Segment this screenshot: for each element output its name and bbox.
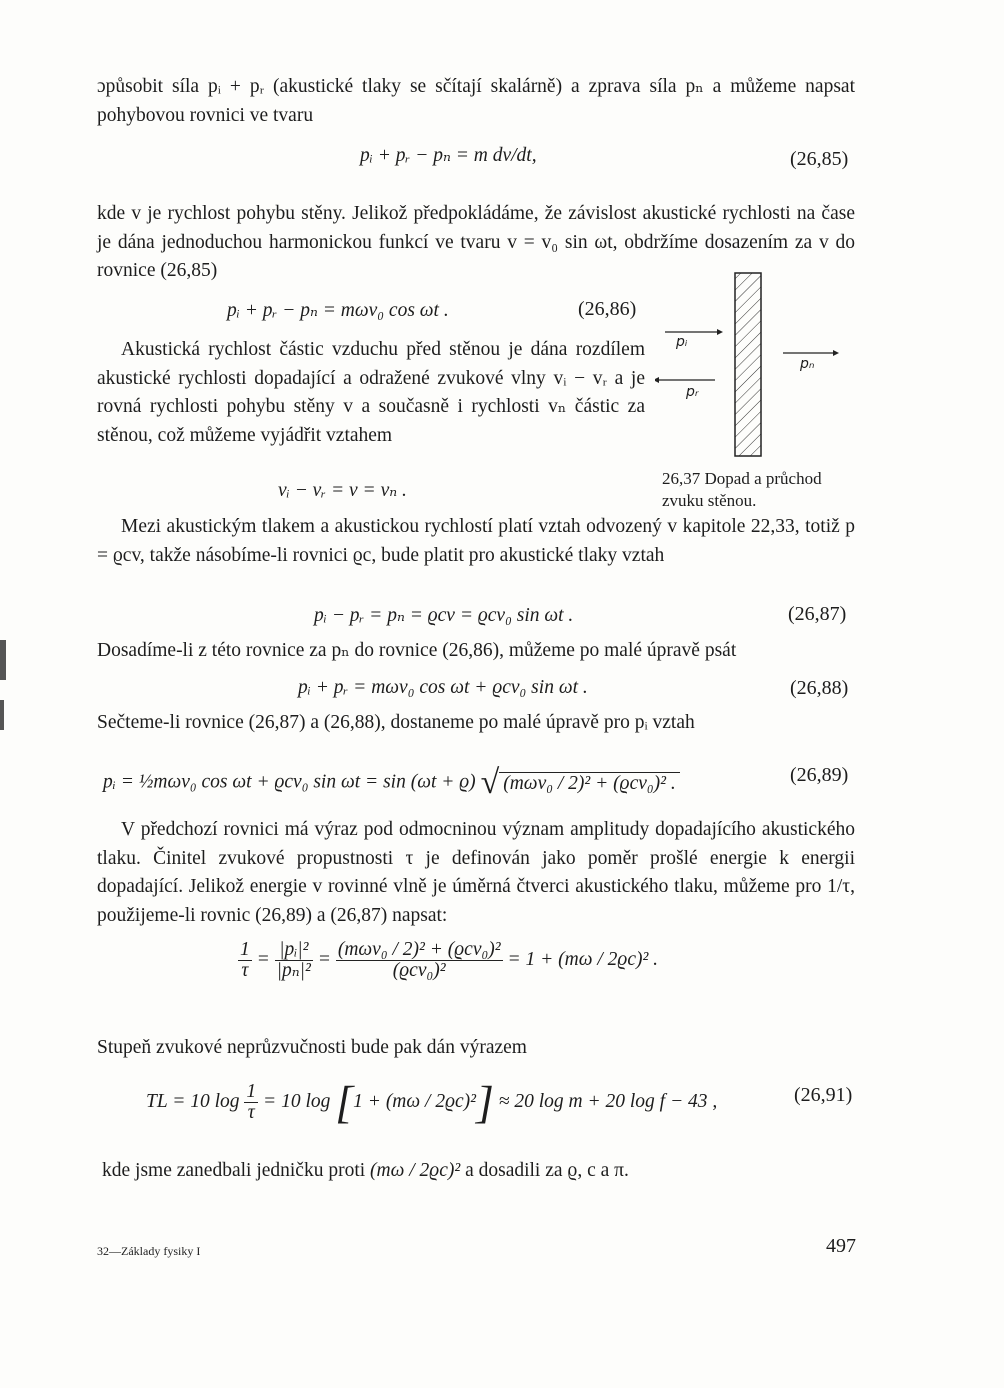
left-bracket: [ [335,1076,354,1128]
fraction-numerator: |pᵢ|² [275,940,313,961]
equation-number-26-86: (26,86) [578,298,637,320]
figure-wall-diagram [655,268,855,468]
equation-26-91-inner: 1 + (mω / 2ϱc)² [353,1090,476,1112]
figure-caption-text: Dopad a průchod zvuku stěnou. [662,469,822,510]
sqrt-symbol: √ [480,764,500,801]
figure-caption [662,468,862,512]
paragraph-transmission-loss: Stupeň zvukové neprůzvučnosti bude pak dán výrazem [97,1037,527,1058]
label-pi: pᵢ [676,334,688,350]
paragraph-neglect [102,1160,629,1182]
equation-26-87: pᵢ − pᵣ = pₙ = ϱcv = ϱcv₀ sin ωt . [314,605,574,626]
fraction-denominator: τ [247,1102,255,1123]
figure-caption-number: 26,37 [662,469,701,488]
fraction-numerator: 1 [240,939,250,960]
paragraph-neglect-a: kde jsme zanedbali jedničku proti [102,1160,366,1181]
scan-edge-mark [0,640,6,680]
equation-26-91-mid: = 10 log [263,1090,331,1112]
arrow-incident-head [717,329,723,335]
scan-edge-mark [0,700,4,730]
paragraph-substitute: Dosadíme-li z této rovnice za pₙ do rovnice (26,86), můžeme po malé úpravě psát [97,640,737,661]
fraction-denominator: |pₙ|² [276,960,311,981]
fraction-energy-ratio [336,940,503,981]
paragraph-transmission: V předchozí rovnici má výraz pod odmocninou význam amplitudy dopadajícího akustického tlaku. Činitel zvukové propustnosti τ je definován jako poměr prošlé energie k energii dopadající. Jelikož energie v rovinné vlně je úměrná čtverci akustického tlaku, můžeme pro 1/τ, použijeme-li rovnic (26,89) a (26,87) napsat: [97,819,855,926]
equation-number-26-85: (26,85) [790,148,849,170]
right-bracket: ] [475,1076,494,1128]
fraction-numerator: (mωv₀ / 2)² + (ϱcv₀)² [337,939,501,960]
equation-26-89-sqrt: (mωv₀ / 2)² + (ϱcv₀)² . [499,772,680,795]
equation-26-90-rhs: = 1 + (mω / 2ϱc)² . [507,948,659,970]
equation-26-85: pᵢ + pᵣ − pₙ = m dv/dt, [360,145,537,166]
label-pr: pᵣ [686,384,699,400]
label-pn: pₙ [800,356,815,372]
arrow-reflected-head [655,377,659,383]
arrow-transmitted-head [833,350,839,356]
fraction-denominator: τ [241,960,249,981]
equation-number-26-88: (26,88) [790,677,849,699]
paragraph-sum: Sečteme-li rovnice (26,87) a (26,88), dostaneme po malé úpravě pro pᵢ vztah [97,712,695,733]
footer-book-title: 32—Základy fysiky I [97,1244,201,1258]
equation-26-91-right: ≈ 20 log m + 20 log f − 43 , [498,1090,718,1112]
fraction-denominator: (ϱcv₀)² [392,960,446,981]
fraction-pressure-ratio [275,940,313,981]
equation-26-91-left: TL = 10 log [146,1090,240,1112]
equation-velocity: vᵢ − vᵣ = v = vₙ . [278,480,407,501]
equation-number-26-87: (26,87) [788,603,847,625]
paragraph-intro: ɔpůsobit síla pᵢ + pᵣ (akustické tlaky se sčítají skalárně) a zprava síla pₙ a můžeme napsat pohybovou rovnici ve tvaru [97,76,855,126]
wall-hatched [735,273,761,456]
fraction-numerator: 1 [246,1081,257,1102]
equation-26-91 [146,1076,718,1128]
paragraph-harmonic: kde v je rychlost pohybu stěny. Jelikož předpokládáme, že závislost akustické rychlosti na čase je dána jednoduchou harmonickou funkcí ve tvaru v = v₀ sin ωt, obdržíme dosazením za v do rovnice (26,85) [97,203,855,281]
equation-number-26-91: (26,91) [794,1084,853,1106]
paragraph-pressure: Mezi akustickým tlakem a akustickou rychlostí platí vztah odvozený v kapitole 22,33, totiž p = ϱcv, takže násobíme-li rovnici ϱc, bude platit pro akustické tlaky vztah [97,516,855,566]
equation-26-88: pᵢ + pᵣ = mωv₀ cos ωt + ϱcv₀ sin ωt . [298,677,588,698]
paragraph-velocity: Akustická rychlost částic vzduchu před stěnou je dána rozdílem akustické rychlosti dopadající a odražené zvukové vlny vᵢ − vᵣ a je rovná rychlosti pohybu stěny v a současně i rychlosti vₙ částic za stěnou, což můžeme vyjádřit vztahem [97,339,645,446]
page-number: 497 [826,1235,856,1257]
equation-26-89-left: pᵢ = ½mωv₀ cos ωt + ϱcv₀ sin ωt = sin (ωt + ϱ) [103,771,476,793]
equation-26-90: $\frac{1}{\tau}$ = $\frac{\text{|pᵢ|²}}{\text{|pₙ|²}}$ = $\frac{\text{(mωv₀ / 2)² + (ϱcv₀)²}}{\text{(ϱcv₀)²}}$ = 1 + (mω / 2ϱc)² . [240,939,659,981]
equation-number-26-89: (26,89) [790,764,849,786]
equation-26-86: pᵢ + pᵣ − pₙ = mωv₀ cos ωt . [227,300,449,321]
fraction-one-over-tau [238,940,252,981]
fraction-one-over-tau-tl [244,1082,258,1123]
paragraph-neglect-fraction: (mω / 2ϱc)² [370,1160,461,1181]
equation-26-89 [103,764,680,802]
paragraph-neglect-b: a dosadili za ϱ, c a π. [465,1160,629,1181]
